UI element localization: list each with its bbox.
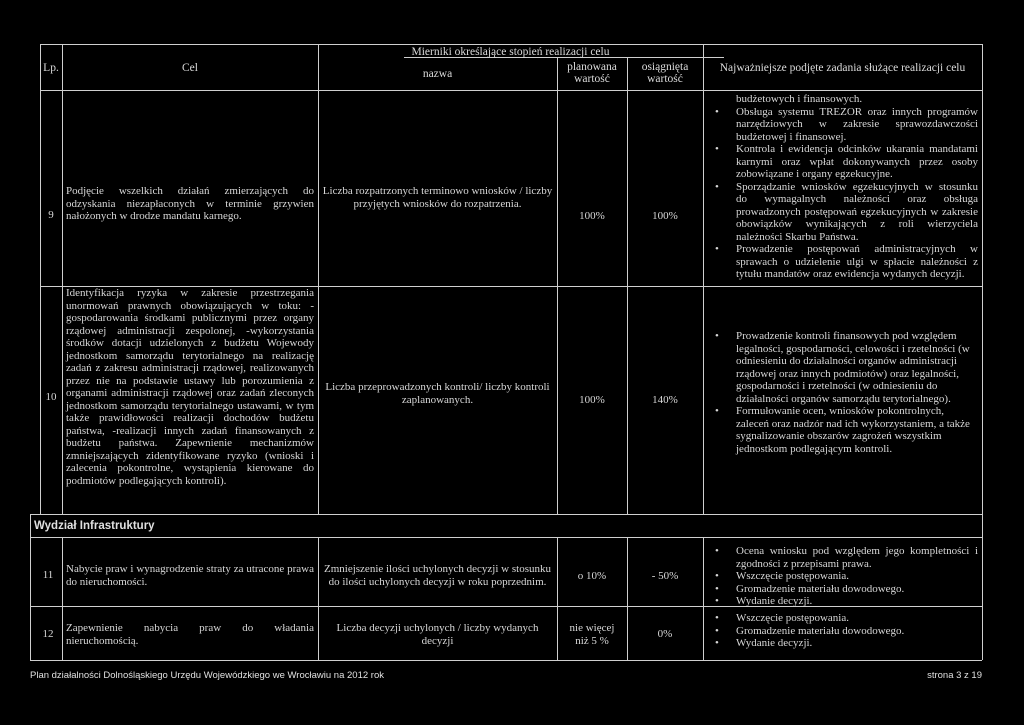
row-cel: Identyfikacja ryzyka w zakresie przestrzegania unormowań prawnych obowiązujących w toku: -gospodarowania środkami publicznymi przez organy rządowej administracji zespolonej, -wykorzystania środków dotacji udzielonych z budżetu Wojewody jednostkom samorządu terytorialnego na realizację zadań z zakresu administracji rządowej, realizowanych przez nie na podstawie ustawy lub porozumienia z organami administracji rządowej oraz zadań zleconych jednostkom samorządu terytorialnego ustawami, w tym także prawidłowości realizacji dochodów budżetu państwa, -realizacji innych zadań finansowanych z budżetu państwa. Zapewnienie mechanizmów zmniejszających zidentyfikowane ryzyko (wnioski i zalecenia pokontrolne, wystąpienia kierowane do podmiotów podlegających kontroli). xyxy=(66,287,314,487)
row-planowana: 100% xyxy=(579,394,605,406)
row-osiagnieta: 100% xyxy=(652,210,678,222)
col-border xyxy=(703,537,704,660)
row-planowana: nie więcej niż 5 % xyxy=(569,622,615,647)
list-item: • Gromadzenie materiału dowodowego. xyxy=(712,583,978,596)
row-planowana: 100% xyxy=(579,210,605,222)
col-border xyxy=(703,44,704,514)
row-nazwa: Liczba decyzji uchylonych / liczby wydanych decyzji xyxy=(336,622,539,647)
row-planowana: o 10% xyxy=(577,570,607,582)
page-number: strona 3 z 19 xyxy=(927,670,982,681)
row-nazwa: Liczba rozpatrzonych terminowo wniosków / liczby przyjętych wniosków do rozpatrzenia. xyxy=(322,185,553,210)
list-item: • Gromadzenie materiału dowodowego. xyxy=(712,625,978,638)
list-item: • Wydanie decyzji. xyxy=(712,637,978,650)
row-zadania-list xyxy=(712,93,978,281)
footer-title: Plan działalności Dolnośląskiego Urzędu Wojewódzkiego we Wrocławiu na 2012 rok xyxy=(30,670,384,681)
col-border xyxy=(62,44,63,514)
row-osiagnieta: - 50% xyxy=(651,570,679,582)
list-item: • Kontrola i ewidencja odcinków ukarania mandatami karnymi oraz wpłat dokonywanych przez osoby zobowiązane i organy egzekucyjne. xyxy=(712,143,978,181)
list-item: • Wszczęcie postępowania. xyxy=(712,612,978,625)
list-item: budżetowych i finansowych. xyxy=(736,93,863,105)
section-title: Wydział Infrastruktury xyxy=(34,520,155,532)
header-bottom-border xyxy=(40,90,982,91)
list-item: • Wszczęcie postępowania. xyxy=(712,570,978,583)
col-border xyxy=(30,514,31,660)
header-mierniki: Mierniki określające stopień realizacji celu xyxy=(411,46,610,58)
row-zadania-list xyxy=(712,612,978,650)
list-item: • Obsługa systemu TREZOR oraz innych programów narzędziowych w zakresie sprawozdawczości budżetowej i finansowej. xyxy=(712,106,978,144)
row-nazwa: Zmniejszenie ilości uchylonych decyzji w stosunku do ilości uchylonych decyzji w roku poprzednim. xyxy=(324,563,551,588)
row-cel: Podjęcie wszelkich działań zmierzających do odzyskania niezapłaconych w terminie grzywien nałożonych w drodze mandatu karnego. xyxy=(66,185,314,222)
section-divider xyxy=(30,537,982,538)
header-zadania: Najważniejsze podjęte zadania służące realizacji celu xyxy=(719,62,966,74)
list-item: • Prowadzenie postępowań administracyjnych w sprawach o udzielenie ulgi w spłacie należności z tytułu mandatów oraz ewidencja wydanych decyzji. xyxy=(712,243,978,281)
list-item: • Prowadzenie kontroli finansowych pod względem legalności, gospodarności, celowości i rzetelności (w odniesieniu do działalności organów administracji rządowej oraz innych podmiotów) oraz legalności, gospodarności i rzetelności (w odniesieniu do działalności organów samorządu terytorialnego). xyxy=(712,330,978,405)
header-osiagnieta: osiągnięta wartość xyxy=(641,61,689,85)
col-border xyxy=(557,537,558,660)
row-lp: 12 xyxy=(42,628,54,640)
header-cel: Cel xyxy=(182,62,198,74)
header-nazwa: nazwa xyxy=(422,68,453,80)
col-border xyxy=(982,44,983,660)
list-item: • Formułowanie ocen, wniosków pokontrolnych, zaleceń oraz nadzór nad ich wykorzystaniem, a także sygnalizowanie obszarów zagrożeń wszystkim jednostkom podlegającym kontroli. xyxy=(712,405,978,455)
row-osiagnieta: 140% xyxy=(652,394,678,406)
row-divider xyxy=(30,514,982,515)
row-cel: Zapewnienie nabycia praw do władania nieruchomością. xyxy=(66,622,314,647)
header-planowana: planowana wartość xyxy=(567,61,617,85)
col-border xyxy=(318,537,319,660)
col-border xyxy=(318,44,319,514)
col-border xyxy=(62,537,63,660)
table-top-border xyxy=(40,44,982,45)
row-lp: 11 xyxy=(42,569,54,581)
row-zadania-list xyxy=(712,330,978,455)
row-lp: 9 xyxy=(48,209,54,221)
row-osiagnieta: 0% xyxy=(657,628,673,640)
col-border xyxy=(40,44,41,514)
col-border xyxy=(627,57,628,514)
table-bottom-border xyxy=(30,660,982,661)
row-lp: 10 xyxy=(45,391,57,403)
col-border xyxy=(557,57,558,514)
row-nazwa: Liczba przeprowadzonych kontroli/ liczby kontroli zaplanowanych. xyxy=(325,381,550,406)
list-item: • Sporządzanie wniosków egzekucyjnych w stosunku do wymagalnych należności oraz obsługa prowadzonych postępowań egzekucyjnych w zakresie obowiązków wynikających z roli wierzyciela należności Skarbu Państwa. xyxy=(712,181,978,244)
col-border xyxy=(627,537,628,660)
list-item: • Wydanie decyzji. xyxy=(712,595,978,608)
row-zadania-list xyxy=(712,545,978,608)
row-cel: Nabycie praw i wynagrodzenie straty za utracone prawa do nieruchomości. xyxy=(66,563,314,588)
list-item: • Ocena wniosku pod względem jego kompletności i zgodności z przepisami prawa. xyxy=(712,545,978,570)
header-lp: Lp. xyxy=(43,62,59,74)
